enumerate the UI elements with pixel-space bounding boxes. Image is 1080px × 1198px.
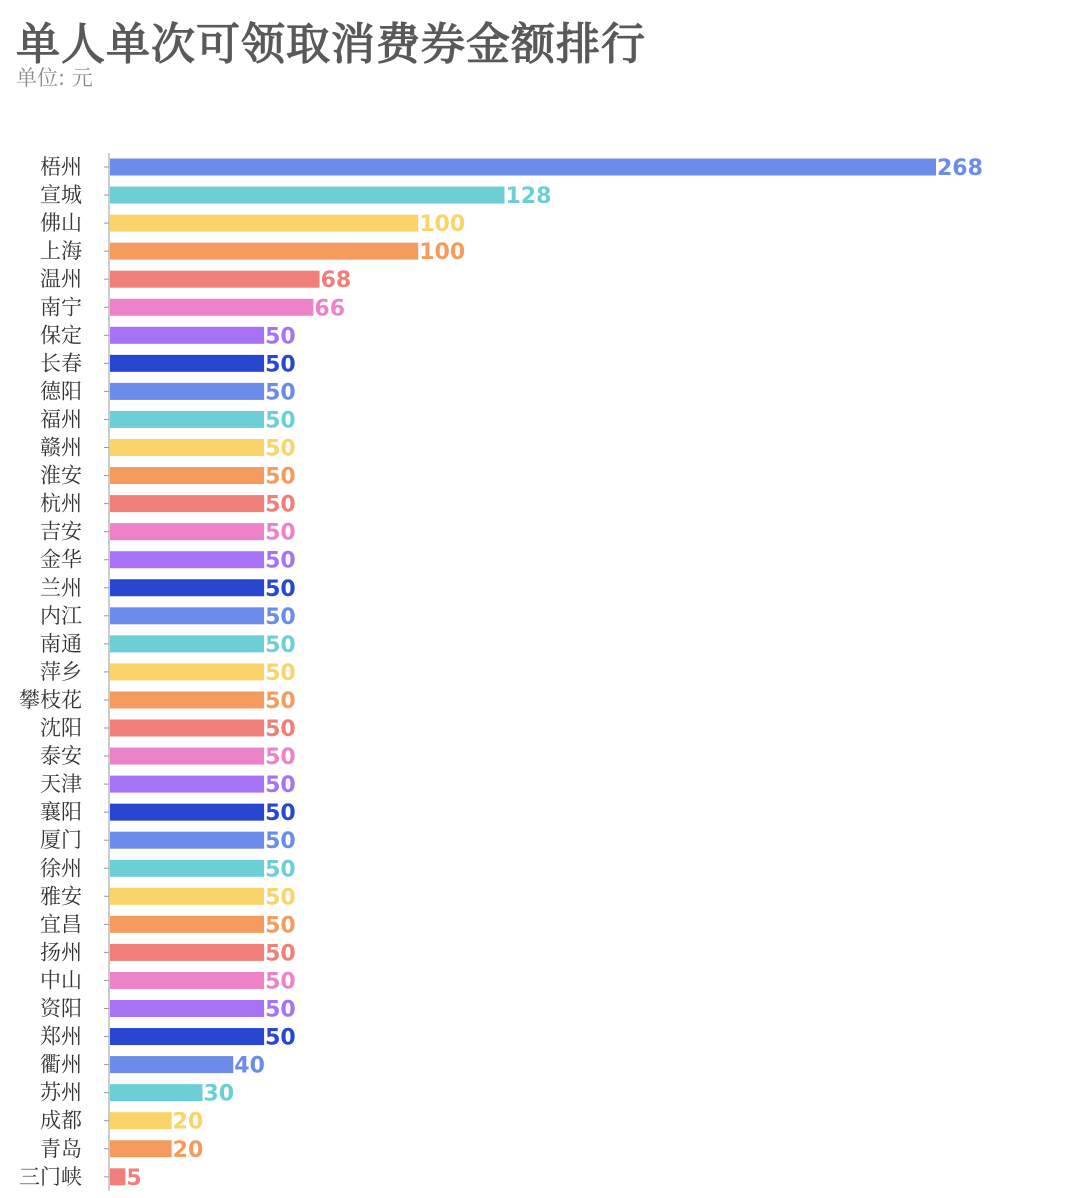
category-label: 青岛 xyxy=(40,1136,82,1161)
category-label: 天津 xyxy=(40,772,82,797)
bar xyxy=(110,1000,264,1017)
bar xyxy=(110,355,264,372)
bar xyxy=(110,159,936,176)
value-label: 100 xyxy=(419,240,466,266)
category-label: 内江 xyxy=(40,603,82,628)
category-label: 雅安 xyxy=(40,884,82,909)
bar xyxy=(110,860,264,877)
value-label: 50 xyxy=(265,885,296,911)
category-label: 杭州 xyxy=(40,491,82,516)
category-label: 保定 xyxy=(40,323,82,348)
bar xyxy=(110,411,264,428)
value-label: 268 xyxy=(937,156,983,181)
category-label: 长春 xyxy=(40,351,82,376)
value-label: 5 xyxy=(126,1165,142,1191)
value-label: 128 xyxy=(505,184,552,210)
bar xyxy=(110,972,264,989)
category-label: 郑州 xyxy=(40,1024,82,1049)
bar xyxy=(110,944,264,961)
category-label: 中山 xyxy=(40,968,82,993)
bar xyxy=(110,271,320,288)
value-label: 50 xyxy=(265,632,296,658)
chart-subtitle: 单位: 元 xyxy=(16,66,93,90)
bar xyxy=(110,551,264,568)
value-label: 50 xyxy=(265,520,296,546)
category-label: 吉安 xyxy=(40,519,82,544)
bar xyxy=(110,467,264,484)
bar xyxy=(110,495,264,512)
value-label: 100 xyxy=(419,212,466,238)
value-label: 20 xyxy=(172,1109,204,1135)
bar xyxy=(110,187,505,204)
value-label: 50 xyxy=(265,324,296,350)
bar xyxy=(110,832,264,849)
value-label: 50 xyxy=(265,773,296,799)
category-label: 宣城 xyxy=(40,183,82,208)
category-label: 襄阳 xyxy=(40,800,82,825)
bar xyxy=(110,215,418,232)
value-label: 68 xyxy=(320,268,352,294)
category-label: 德阳 xyxy=(40,379,82,404)
value-label: 40 xyxy=(234,1053,265,1079)
category-label: 赣州 xyxy=(40,435,82,460)
category-label: 兰州 xyxy=(40,575,82,600)
bar xyxy=(110,691,264,708)
category-label: 梧州 xyxy=(40,155,82,179)
category-label: 佛山 xyxy=(40,211,82,236)
value-label: 66 xyxy=(314,296,346,322)
bar xyxy=(110,1140,172,1157)
bar xyxy=(110,804,264,821)
value-label: 50 xyxy=(265,352,296,378)
bar xyxy=(110,439,264,456)
category-label: 攀枝花 xyxy=(19,687,82,712)
bar xyxy=(110,299,313,316)
value-label: 50 xyxy=(265,801,296,827)
category-label: 南宁 xyxy=(40,295,82,320)
bar xyxy=(110,776,264,793)
value-label: 50 xyxy=(265,464,296,490)
category-label: 萍乡 xyxy=(40,659,82,684)
value-label: 50 xyxy=(265,717,296,742)
bar xyxy=(110,383,264,400)
value-label: 50 xyxy=(265,604,296,630)
bar xyxy=(110,748,264,765)
chart-title: 单人单次可领取消费券金额排行 xyxy=(16,19,646,70)
category-label: 南通 xyxy=(40,631,82,656)
value-label: 50 xyxy=(265,436,296,462)
bar xyxy=(110,916,264,933)
bar xyxy=(110,1112,172,1129)
category-label: 成都 xyxy=(40,1108,82,1133)
category-label: 宜昌 xyxy=(40,912,82,937)
value-label: 50 xyxy=(265,857,296,883)
bar xyxy=(110,523,264,540)
bar xyxy=(110,327,264,344)
bar xyxy=(110,579,264,596)
category-label: 金华 xyxy=(40,547,82,572)
value-label: 50 xyxy=(265,576,296,602)
value-label: 50 xyxy=(265,1025,296,1051)
value-label: 50 xyxy=(265,913,296,939)
value-label: 50 xyxy=(265,997,296,1023)
value-label: 50 xyxy=(265,969,296,995)
bar xyxy=(110,888,264,905)
category-label: 衢州 xyxy=(40,1052,82,1077)
category-label: 温州 xyxy=(40,267,82,292)
category-label: 上海 xyxy=(40,239,82,264)
category-label: 沈阳 xyxy=(40,716,82,740)
value-label: 50 xyxy=(265,548,296,574)
category-label: 泰安 xyxy=(40,744,82,769)
value-label: 50 xyxy=(265,688,296,714)
value-label: 50 xyxy=(265,745,296,771)
value-label: 20 xyxy=(172,1137,204,1163)
value-label: 50 xyxy=(265,492,296,518)
bar xyxy=(110,1084,202,1101)
bar xyxy=(110,607,264,624)
category-label: 淮安 xyxy=(40,463,82,488)
bar xyxy=(110,243,418,260)
value-label: 30 xyxy=(203,1081,235,1107)
category-label: 苏州 xyxy=(40,1080,82,1105)
bar xyxy=(110,1056,233,1073)
bar xyxy=(110,720,264,737)
category-label: 徐州 xyxy=(40,856,82,881)
value-label: 50 xyxy=(265,941,296,967)
bar xyxy=(110,635,264,652)
category-label: 三门峡 xyxy=(19,1164,82,1189)
category-label: 资阳 xyxy=(40,996,82,1021)
value-label: 50 xyxy=(265,380,296,406)
bar xyxy=(110,663,264,680)
value-label: 50 xyxy=(265,660,296,686)
bar xyxy=(110,1028,264,1045)
value-label: 50 xyxy=(265,408,296,434)
category-label: 扬州 xyxy=(40,940,82,965)
value-label: 50 xyxy=(265,829,296,855)
category-label: 福州 xyxy=(40,407,82,432)
bar xyxy=(110,1168,125,1185)
category-label: 厦门 xyxy=(40,828,82,853)
